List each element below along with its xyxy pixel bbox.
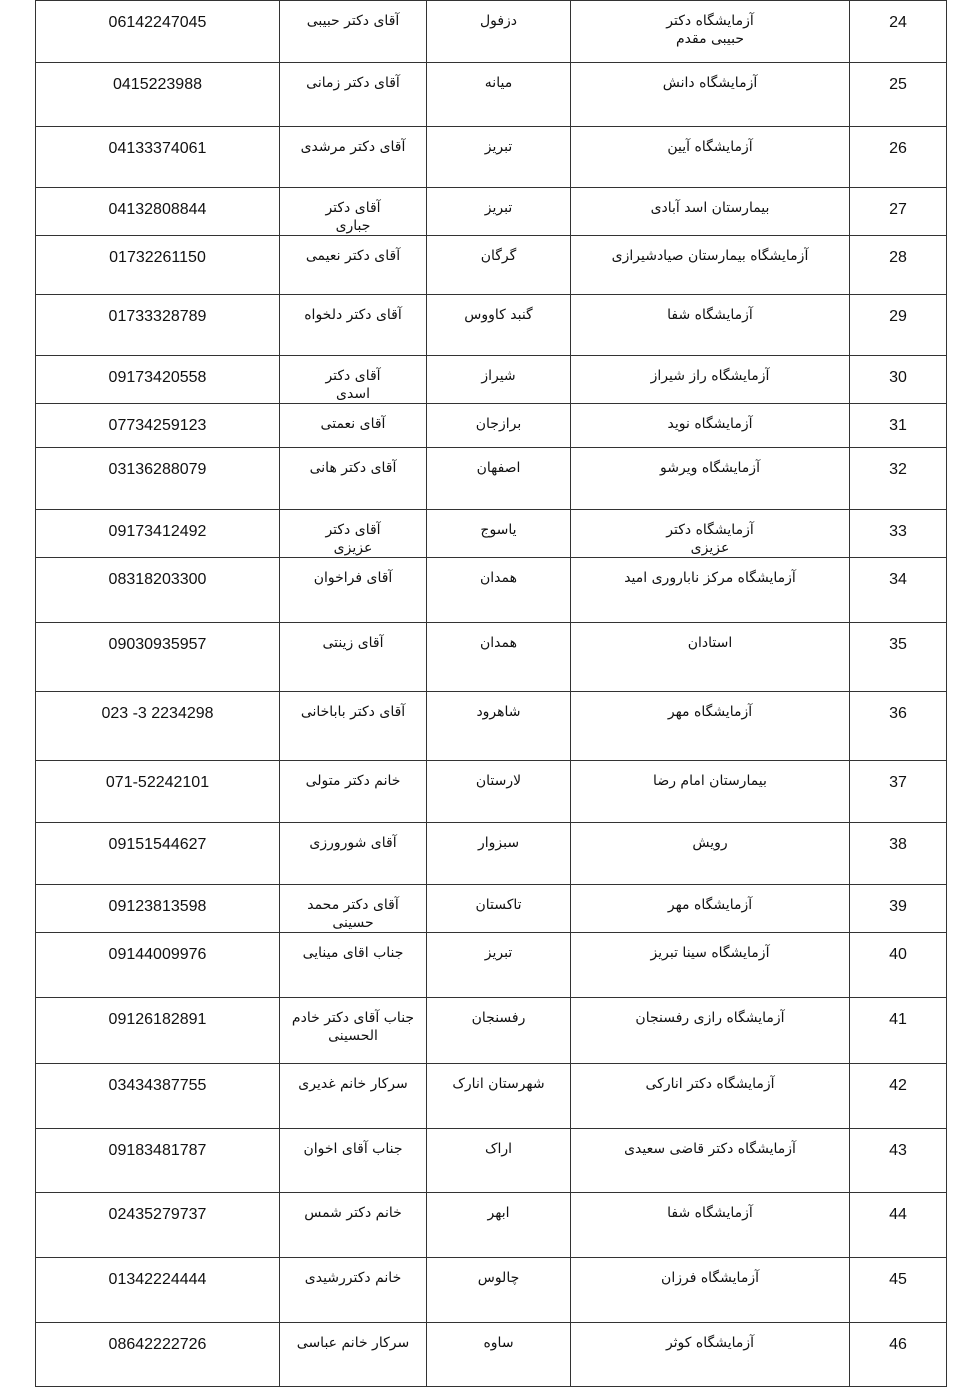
lab-name-cell	[571, 558, 850, 623]
lab-name-text: آزمایشگاه مهر	[667, 897, 753, 913]
table-row	[36, 188, 947, 236]
lab-name-text: آزمایشگاه شفا	[667, 307, 753, 323]
row-number-text: 29	[889, 308, 907, 325]
row-number-text: 28	[889, 249, 907, 266]
contact-person-cell	[280, 1193, 427, 1258]
city-text: شاهرود	[476, 704, 521, 720]
phone-cell	[36, 404, 280, 448]
row-number-cell	[850, 1, 947, 63]
city-cell	[427, 295, 571, 356]
contact-person-cell	[280, 404, 427, 448]
lab-name-text: آزمایشگاه آیین	[667, 139, 753, 155]
table-row	[36, 295, 947, 356]
contact-person-cell	[280, 188, 427, 236]
lab-name-cell	[571, 1, 850, 63]
phone-text: 09144009976	[108, 946, 207, 963]
lab-name-text: آزمایشگاه دکتر عزیزی	[666, 522, 754, 556]
table-row	[36, 448, 947, 510]
row-number-cell	[850, 448, 947, 510]
phone-cell	[36, 1193, 280, 1258]
row-number-cell	[850, 998, 947, 1064]
contact-person-text: آقای نعمتی	[320, 416, 386, 432]
lab-name-text: آزمایشگاه دکتر حبیبی مقدم	[666, 13, 754, 47]
contact-person-cell	[280, 510, 427, 558]
row-number-text: 34	[889, 571, 907, 588]
city-cell	[427, 1129, 571, 1193]
lab-name-cell	[571, 933, 850, 998]
contact-person-cell	[280, 236, 427, 295]
city-cell	[427, 998, 571, 1064]
table-row	[36, 1193, 947, 1258]
lab-name-text: استادان	[687, 635, 733, 651]
lab-name-cell	[571, 1064, 850, 1129]
city-cell	[427, 1, 571, 63]
lab-name-text: آزمایشگاه ویرشو	[660, 460, 760, 476]
row-number-cell	[850, 933, 947, 998]
lab-name-text: آزمایشگاه سینا تبریز	[650, 945, 770, 961]
city-text: ابهر	[487, 1205, 510, 1221]
contact-person-text: آقای فراخوان	[313, 570, 393, 586]
lab-name-text: آزمایشگاه کوثر	[665, 1335, 755, 1351]
phone-text: 01732261150	[109, 249, 206, 266]
phone-cell	[36, 188, 280, 236]
row-number-cell	[850, 510, 947, 558]
lab-name-cell	[571, 623, 850, 692]
phone-text: 06142247045	[108, 14, 207, 31]
phone-cell	[36, 692, 280, 761]
city-cell	[427, 236, 571, 295]
contact-person-text: آقای دکتر محمد حسینی	[307, 897, 399, 931]
row-number-text: 36	[889, 705, 907, 722]
city-cell	[427, 823, 571, 885]
city-text: رفسنجان	[471, 1010, 526, 1026]
lab-name-text: بیمارستان اسد آبادی	[650, 200, 770, 216]
lab-name-cell	[571, 188, 850, 236]
phone-text: 04133374061	[108, 140, 207, 157]
lab-name-cell	[571, 63, 850, 127]
lab-name-cell	[571, 692, 850, 761]
phone-text: 071-52242101	[105, 774, 210, 791]
table-row	[36, 1258, 947, 1323]
city-cell	[427, 63, 571, 127]
row-number-text: 45	[889, 1271, 907, 1288]
phone-text: 09030935957	[108, 636, 207, 653]
city-text: اصفهان	[476, 460, 521, 476]
row-number-cell	[850, 823, 947, 885]
phone-cell	[36, 823, 280, 885]
city-text: گنبد کاووس	[464, 307, 533, 323]
row-number-cell	[850, 188, 947, 236]
city-cell	[427, 356, 571, 404]
row-number-text: 46	[889, 1336, 907, 1353]
lab-name-cell	[571, 448, 850, 510]
city-cell	[427, 1258, 571, 1323]
city-cell	[427, 933, 571, 998]
city-cell	[427, 1064, 571, 1129]
lab-name-text: آزمایشگاه راز شیراز	[650, 368, 770, 384]
city-text: تبریز	[484, 200, 513, 216]
table-row	[36, 558, 947, 623]
city-cell	[427, 692, 571, 761]
table-row	[36, 510, 947, 558]
row-number-text: 43	[889, 1142, 907, 1159]
row-number-text: 32	[889, 461, 907, 478]
phone-cell	[36, 127, 280, 188]
phone-text: 08318203300	[108, 571, 207, 588]
phone-cell	[36, 295, 280, 356]
contact-person-text: خانم دکتر متولی	[305, 773, 401, 789]
city-text: گرگان	[480, 248, 517, 264]
contact-person-cell	[280, 623, 427, 692]
phone-text: 01733328789	[108, 308, 207, 325]
lab-name-cell	[571, 236, 850, 295]
contact-person-cell	[280, 1129, 427, 1193]
lab-name-cell	[571, 1323, 850, 1387]
table-row	[36, 63, 947, 127]
table-row	[36, 885, 947, 933]
lab-name-text: آزمایشگاه دانش	[662, 75, 758, 91]
lab-name-cell	[571, 823, 850, 885]
table-row	[36, 1064, 947, 1129]
contact-person-cell	[280, 885, 427, 933]
row-number-cell	[850, 295, 947, 356]
contact-person-cell	[280, 295, 427, 356]
row-number-text: 33	[889, 523, 907, 540]
row-number-text: 39	[889, 898, 907, 915]
contact-person-cell	[280, 127, 427, 188]
contact-person-text: آقای دکتر هانی	[309, 460, 397, 476]
city-text: لارستان	[475, 773, 522, 789]
lab-name-cell	[571, 885, 850, 933]
row-number-cell	[850, 885, 947, 933]
row-number-text: 35	[889, 636, 907, 653]
contact-person-cell	[280, 356, 427, 404]
city-cell	[427, 448, 571, 510]
city-text: برازجان	[475, 416, 522, 432]
row-number-cell	[850, 1193, 947, 1258]
row-number-text: 44	[889, 1206, 907, 1223]
lab-name-cell	[571, 998, 850, 1064]
lab-name-text: آزمایشگاه شفا	[667, 1205, 753, 1221]
contact-person-cell	[280, 1258, 427, 1323]
contact-person-text: جناب آقای اخوان	[303, 1141, 403, 1157]
contact-person-text: آقای دکتر زمانی	[306, 75, 400, 91]
city-text: سبزوار	[477, 835, 520, 851]
lab-name-cell	[571, 761, 850, 823]
city-text: تاکستان	[475, 897, 522, 913]
phone-cell	[36, 1129, 280, 1193]
lab-name-cell	[571, 127, 850, 188]
contact-person-text: آقای دکتر دلخواه	[304, 307, 402, 323]
city-cell	[427, 510, 571, 558]
phone-cell	[36, 236, 280, 295]
phone-cell	[36, 1, 280, 63]
row-number-text: 38	[889, 836, 907, 853]
city-cell	[427, 1323, 571, 1387]
city-text: اراک	[484, 1141, 513, 1157]
city-text: همدان	[480, 570, 517, 586]
contact-person-cell	[280, 933, 427, 998]
city-text: همدان	[480, 635, 517, 651]
lab-name-text: رویش	[692, 835, 728, 851]
row-number-cell	[850, 236, 947, 295]
phone-text: 04132808844	[108, 201, 207, 218]
row-number-text: 41	[889, 1011, 907, 1028]
lab-name-cell	[571, 1129, 850, 1193]
phone-cell	[36, 885, 280, 933]
city-cell	[427, 761, 571, 823]
labs-table-body	[36, 1, 947, 1387]
lab-name-text: آزمایشگاه مرکز ناباروری امید	[624, 570, 796, 586]
contact-person-text: آقای دکتر عزیزی	[325, 522, 381, 556]
city-text: شهرستان انارک	[452, 1076, 545, 1092]
city-cell	[427, 1193, 571, 1258]
phone-text: 02435279737	[108, 1206, 207, 1223]
lab-name-cell	[571, 295, 850, 356]
contact-person-text: آقای زینتی	[322, 635, 384, 651]
row-number-text: 31	[889, 417, 907, 434]
table-row	[36, 1129, 947, 1193]
lab-name-text: آزمایشگاه بیمارستان صیادشیرازی	[611, 248, 809, 264]
row-number-text: 37	[889, 774, 907, 791]
city-text: شیراز	[481, 368, 516, 384]
lab-name-text: آزمایشگاه دکتر قاضی سعیدی	[624, 1141, 796, 1157]
row-number-text: 27	[889, 201, 907, 218]
city-text: ساوه	[483, 1335, 514, 1351]
phone-text: 09173420558	[108, 369, 207, 386]
contact-person-cell	[280, 998, 427, 1064]
contact-person-text: آقای دکتر جباری	[325, 200, 381, 234]
phone-text: 09183481787	[108, 1142, 207, 1159]
table-row	[36, 692, 947, 761]
city-cell	[427, 885, 571, 933]
phone-text: 08642222726	[108, 1336, 207, 1353]
city-cell	[427, 188, 571, 236]
phone-text: 09151544627	[108, 836, 207, 853]
city-cell	[427, 404, 571, 448]
lab-name-cell	[571, 510, 850, 558]
phone-text: 09173412492	[108, 523, 207, 540]
table-row	[36, 998, 947, 1064]
phone-text: 03136288079	[108, 461, 207, 478]
phone-cell	[36, 623, 280, 692]
phone-text: 0415223988	[113, 76, 202, 93]
row-number-cell	[850, 63, 947, 127]
table-row	[36, 761, 947, 823]
city-text: یاسوج	[480, 522, 517, 538]
contact-person-cell	[280, 1, 427, 63]
contact-person-text: خانم دکتررشیدی	[304, 1270, 402, 1286]
lab-name-cell	[571, 1193, 850, 1258]
contact-person-cell	[280, 692, 427, 761]
contact-person-text: آقای دکتر باباخانی	[300, 704, 406, 720]
row-number-cell	[850, 1129, 947, 1193]
contact-person-cell	[280, 1323, 427, 1387]
city-text: تبریز	[484, 945, 513, 961]
row-number-cell	[850, 356, 947, 404]
phone-cell	[36, 933, 280, 998]
phone-text: 01342224444	[108, 1271, 207, 1288]
city-text: دزفول	[479, 13, 518, 29]
lab-name-text: آزمایشگاه مهر	[667, 704, 753, 720]
lab-name-cell	[571, 356, 850, 404]
table-row	[36, 623, 947, 692]
phone-cell	[36, 63, 280, 127]
contact-person-cell	[280, 823, 427, 885]
phone-cell	[36, 998, 280, 1064]
contact-person-text: آقای دکتر نعیمی	[305, 248, 401, 264]
contact-person-text: آقای دکتر مرشدی	[300, 139, 406, 155]
city-cell	[427, 623, 571, 692]
row-number-text: 26	[889, 140, 907, 157]
row-number-cell	[850, 1064, 947, 1129]
row-number-cell	[850, 1323, 947, 1387]
table-row	[36, 823, 947, 885]
phone-cell	[36, 1323, 280, 1387]
contact-person-text: خانم دکتر شمس	[304, 1205, 402, 1221]
lab-name-cell	[571, 1258, 850, 1323]
city-text: میانه	[484, 75, 513, 91]
contact-person-text: آقای شورورزی	[309, 835, 397, 851]
contact-person-cell	[280, 761, 427, 823]
table-row	[36, 236, 947, 295]
phone-text: 07734259123	[108, 417, 207, 434]
row-number-text: 40	[889, 946, 907, 963]
phone-cell	[36, 761, 280, 823]
contact-person-text: جناب آقای دکتر خادم الحسینی	[291, 1010, 415, 1044]
phone-text: 09123813598	[108, 898, 207, 915]
phone-text: 03434387755	[108, 1077, 207, 1094]
contact-person-cell	[280, 448, 427, 510]
city-cell	[427, 127, 571, 188]
row-number-cell	[850, 623, 947, 692]
row-number-cell	[850, 692, 947, 761]
contact-person-cell	[280, 1064, 427, 1129]
table-row	[36, 404, 947, 448]
row-number-text: 30	[889, 369, 907, 386]
table-row	[36, 1323, 947, 1387]
table-row	[36, 356, 947, 404]
contact-person-text: سرکار خانم غدیری	[298, 1076, 408, 1092]
row-number-cell	[850, 404, 947, 448]
phone-cell	[36, 1258, 280, 1323]
row-number-cell	[850, 761, 947, 823]
contact-person-cell	[280, 558, 427, 623]
contact-person-text: آقای دکتر اسدی	[325, 368, 381, 402]
row-number-cell	[850, 1258, 947, 1323]
lab-name-text: آزمایشگاه فرزان	[661, 1270, 759, 1286]
contact-person-text: سرکار خانم عباسی	[296, 1335, 410, 1351]
row-number-text: 25	[889, 76, 907, 93]
row-number-text: 42	[889, 1077, 907, 1094]
phone-cell	[36, 1064, 280, 1129]
labs-table	[35, 0, 947, 1387]
lab-name-text: آزمایشگاه دکتر انارکی	[645, 1076, 775, 1092]
city-text: تبریز	[484, 139, 513, 155]
row-number-cell	[850, 127, 947, 188]
contact-person-text: جناب اقای مینایی	[302, 945, 404, 961]
phone-text: 09126182891	[108, 1011, 207, 1028]
phone-text: 023 -3 2234298	[101, 705, 214, 722]
table-row	[36, 127, 947, 188]
city-cell	[427, 558, 571, 623]
table-row	[36, 1, 947, 63]
lab-name-text: آزمایشگاه رازی رفسنجان	[635, 1010, 785, 1026]
contact-person-cell	[280, 63, 427, 127]
phone-cell	[36, 510, 280, 558]
contact-person-text: آقای دکتر حبیبی	[306, 13, 400, 29]
row-number-cell	[850, 558, 947, 623]
city-text: چالوس	[477, 1270, 520, 1286]
phone-cell	[36, 448, 280, 510]
lab-name-cell	[571, 404, 850, 448]
row-number-text: 24	[889, 14, 907, 31]
lab-name-text: آزمایشگاه نوید	[667, 416, 753, 432]
table-row	[36, 933, 947, 998]
phone-cell	[36, 558, 280, 623]
lab-name-text: بیمارستان امام رضا	[653, 773, 767, 789]
phone-cell	[36, 356, 280, 404]
